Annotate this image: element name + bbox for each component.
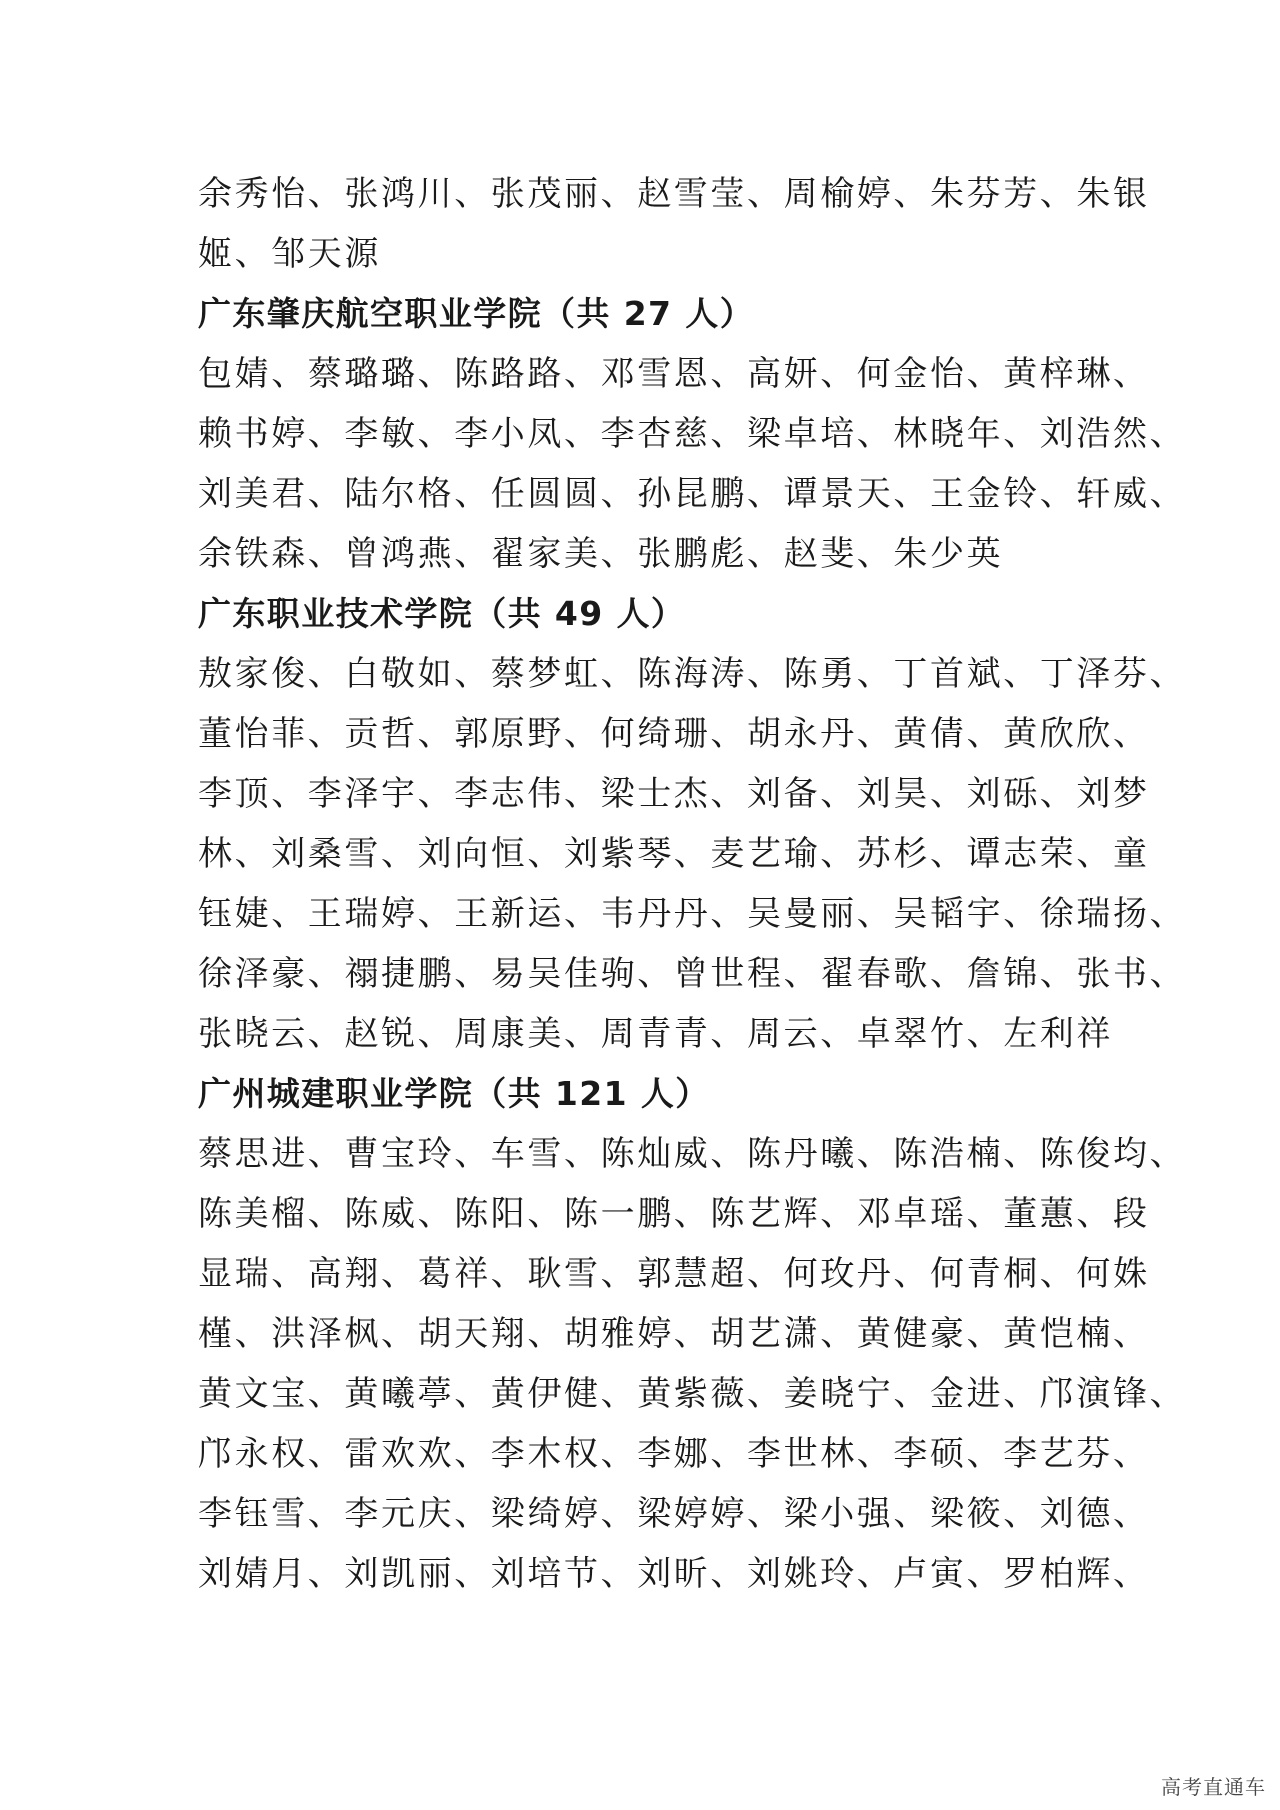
- name-list-line: 余秀怡、张鸿川、张茂丽、赵雪莹、周榆婷、朱芬芳、朱银: [198, 174, 1150, 214]
- name-list-content: [198, 164, 1187, 1604]
- name-list-line: 陈美榴、陈威、陈阳、陈一鹏、陈艺辉、邓卓瑶、董蕙、段: [198, 1194, 1150, 1234]
- name-list-line: 董怡菲、贡哲、郭原野、何绮珊、胡永丹、黄倩、黄欣欣、: [198, 714, 1150, 754]
- name-list-line: 李顶、李泽宇、李志伟、梁士杰、刘备、刘昊、刘砾、刘梦: [198, 774, 1150, 814]
- name-list-line: 刘美君、陆尔格、任圆圆、孙昆鹏、谭景天、王金铃、轩威、: [198, 474, 1187, 514]
- college-heading: 广州城建职业学院（共 121 人）: [198, 1074, 710, 1113]
- name-list-line: 李钰雪、李元庆、梁绮婷、梁婷婷、梁小强、梁筱、刘德、: [198, 1494, 1150, 1534]
- college-heading: 广东职业技术学院（共 49 人）: [198, 594, 686, 633]
- name-list-line: 张晓云、赵锐、周康美、周青青、周云、卓翠竹、左利祥: [198, 1014, 1113, 1054]
- name-list-line: 刘婧月、刘凯丽、刘培节、刘昕、刘姚玲、卢寅、罗柏辉、: [198, 1554, 1150, 1594]
- name-list-line: 敖家俊、白敬如、蔡梦虹、陈海涛、陈勇、丁首斌、丁泽芬、: [198, 654, 1187, 694]
- name-list-line: 蔡思进、曹宝玲、车雪、陈灿威、陈丹曦、陈浩楠、陈俊均、: [198, 1134, 1187, 1174]
- name-list-line: 林、刘桑雪、刘向恒、刘紫琴、麦艺瑜、苏杉、谭志荣、童: [198, 834, 1150, 874]
- name-list-line: 槿、洪泽枫、胡天翔、胡雅婷、胡艺潇、黄健豪、黄恺楠、: [198, 1314, 1150, 1354]
- watermark: 高考直通车: [1161, 1775, 1266, 1799]
- name-list-line: 姬、邹天源: [198, 234, 381, 274]
- name-list-line: 余铁森、曾鸿燕、翟家美、张鹏彪、赵斐、朱少英: [198, 534, 1004, 574]
- name-list-line: 包婧、蔡璐璐、陈路路、邓雪恩、高妍、何金怡、黄梓琳、: [198, 354, 1150, 394]
- name-list-line: 赖书婷、李敏、李小凤、李杏慈、梁卓培、林晓年、刘浩然、: [198, 414, 1187, 454]
- name-list-line: 邝永权、雷欢欢、李木权、李娜、李世林、李硕、李艺芬、: [198, 1434, 1150, 1474]
- name-list-line: 显瑞、高翔、葛祥、耿雪、郭慧超、何玫丹、何青桐、何姝: [198, 1254, 1150, 1294]
- name-list-line: 徐泽豪、禤捷鹏、易吴佳驹、曾世程、翟春歌、詹锦、张书、: [198, 954, 1187, 994]
- college-heading: 广东肇庆航空职业学院（共 27 人）: [198, 294, 755, 333]
- name-list-line: 黄文宝、黄曦葶、黄伊健、黄紫薇、姜晓宁、金进、邝演锋、: [198, 1374, 1187, 1414]
- name-list-line: 钰婕、王瑞婷、王新运、韦丹丹、吴曼丽、吴韬宇、徐瑞扬、: [198, 894, 1187, 934]
